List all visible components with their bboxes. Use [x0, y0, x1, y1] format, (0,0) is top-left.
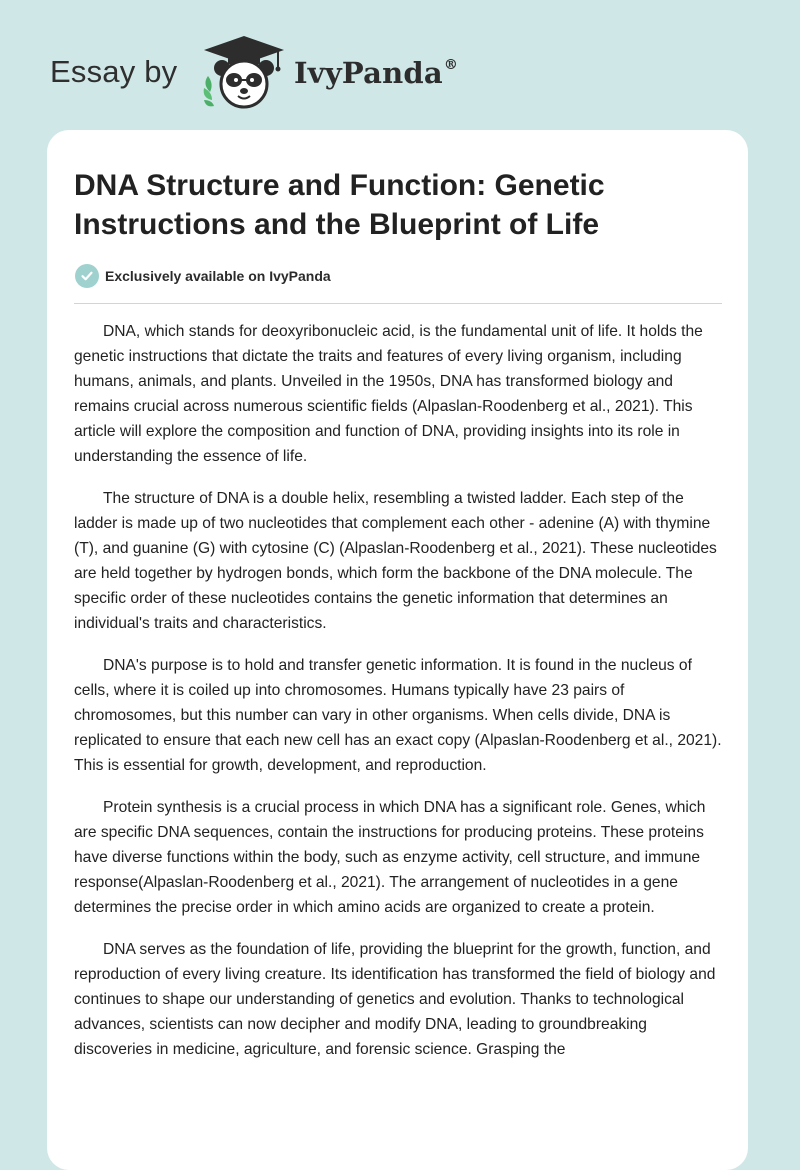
essay-card — [47, 130, 748, 1170]
exclusive-badge — [75, 263, 331, 289]
brand-logo-text[interactable] — [294, 56, 458, 90]
paragraph: Protein synthesis is a crucial process in which DNA has a significant role. Genes, which are specific DNA sequences, contain the instructions for producing proteins. These proteins have diverse functions within the body, such as enzyme activity, cell structure, and immune response(Alpaslan-Roodenberg et al., 2021). The arrangement of nucleotides in a gene determines the precise order in which amino acids are organized to create a protein. — [74, 799, 706, 916]
paragraph: The structure of DNA is a double helix, resembling a twisted ladder. Each step of the ladder is made up of two nucleotides that complement each other - adenine (A) with thymine (T), and guanine (G) with cytosine (C) (Alpaslan-Roodenberg et al., 2021). These nucleotides are held together by hydrogen bonds, which form the backbone of the DNA molecule. The specific order of these nucleotides contains the genetic information that determines an individual's traits and characteristics. — [74, 490, 717, 632]
brand-name: IvyPanda — [294, 56, 443, 90]
essay-body — [74, 319, 722, 1079]
registered-mark: ® — [443, 57, 459, 73]
essay-by-label: Essay by — [50, 54, 178, 89]
essay-title: DNA Structure and Function: Genetic Instructions and the Blueprint of Life — [74, 169, 605, 241]
panda-graduate-icon[interactable] — [198, 34, 290, 110]
paragraph: DNA serves as the foundation of life, providing the blueprint for the growth, function, and reproduction of every living creature. Its identification has transformed the field of biology and continues to shape our understanding of genetics and evolution. Thanks to technological advances, scientists can now decipher and modify DNA, leading to groundbreaking discoveries in medicine, agriculture, and forensic science. Grasping the — [74, 941, 716, 1058]
exclusive-badge-label: Exclusively available on IvyPanda — [105, 268, 331, 284]
paragraph: DNA's purpose is to hold and transfer genetic information. It is found in the nucleus of cells, where it is coiled up into chromosomes. Humans typically have 23 pairs of chromosomes, but this number can vary in other organisms. When cells divide, DNA is replicated to ensure that each new cell has an exact copy (Alpaslan-Roodenberg et al., 2021). This is essential for growth, development, and reproduction. — [74, 657, 722, 774]
paragraph: DNA, which stands for deoxyribonucleic acid, is the fundamental unit of life. It holds the genetic instructions that dictate the traits and features of every living organism, including humans, animals, and plants. Unveiled in the 1950s, DNA has transformed biology and remains crucial across numerous scientific fields (Alpaslan-Roodenberg et al., 2021). This article will explore the composition and function of DNA, providing insights into its role in understanding the essence of life. — [74, 323, 703, 465]
divider — [74, 303, 722, 304]
site-header — [50, 34, 750, 114]
check-circle-icon — [75, 264, 99, 288]
